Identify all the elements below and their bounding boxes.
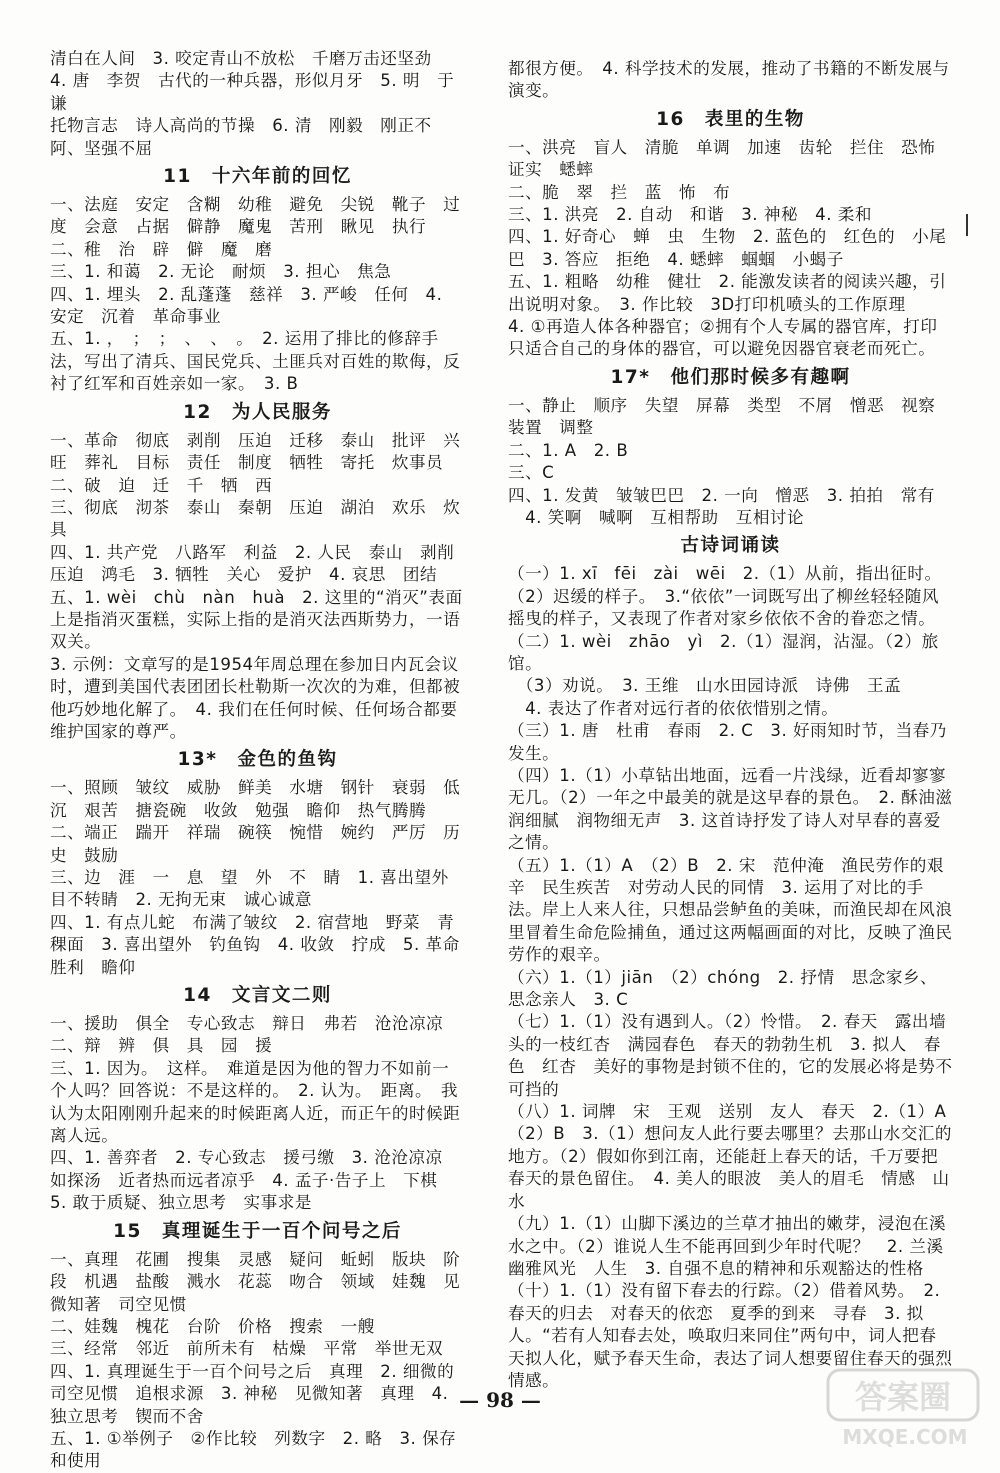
right-answer-line: （七）1.（1）没有遇到人。（2）怜惜。 2. 春天 露出墙头的一枝红杏 满园春色 春天的勃勃生机 3. 拟人 春色 红杏 美好的事物是封锁不住的，它的发展必将是势不可挡的 xyxy=(508,1012,953,1099)
left-answer-line: 四、1. 善弈者 2. 专心致志 援弓缴 3. 沧沧凉凉 如探汤 近者热而远者凉乎 4. 孟子·告子上 下棋 5. 敢于质疑、独立思考 实事求是 xyxy=(50,1148,460,1213)
watermark-url: MXQE.COM xyxy=(842,1425,968,1449)
left-answer-line: 三、1. 和蔼 2. 无论 耐烦 3. 担心 焦急 xyxy=(50,262,392,282)
right-answer-line: 一、静止 顺序 失望 屏幕 类型 不屑 憎恶 视察 装置 调整 xyxy=(508,395,953,438)
right-answer-line: 二、脆 翠 拦 蓝 怖 布 xyxy=(508,182,731,202)
right-column xyxy=(508,58,964,1392)
section-heading: 13* 金色的鱼钩 xyxy=(177,749,338,771)
left-answer-line: 二、端正 踹开 祥瑞 碗筷 惋惜 婉约 严厉 历史 鼓励 xyxy=(50,823,461,865)
left-answer-line: 3. 示例：文章写的是1954年周总理在参加日内瓦会议时，遭到美国代表团团长杜勒斯一次次的为难，但都被他巧妙地化解了。 4. 我们在任何时候、任何场合都要维护国家的尊严。 xyxy=(50,654,461,741)
left-column xyxy=(50,48,472,1473)
margin-mark xyxy=(966,214,968,236)
left-answer-line: 二、辩 辨 俱 具 园 援 xyxy=(50,1036,273,1056)
right-answer-line: 四、1. 好奇心 蝉 虫 生物 2. 蓝色的 红色的 小尾巴 3. 答应 拒绝 4. 蟋蟀 蝈蝈 小蝎子 xyxy=(508,227,947,269)
left-answer-line: 4. 唐 李贺 古代的一种兵器，形似月牙 5. 明 于谦 xyxy=(50,71,455,113)
left-answer-line: 一、法庭 安定 含糊 幼稚 避免 尖锐 靴子 过度 会意 占据 僻静 魔鬼 苦刑 瞅见 执行 xyxy=(50,195,461,237)
left-answer-line: 三、1. 因为。 这样。 难道是因为他的智力不如前一个人吗？回答说：不是这样的。 2. 认为。 距离。 我认为太阳刚刚升起来的时候距离人近，而正午的时候距离人远。 xyxy=(50,1058,461,1146)
section-heading: 17* 他们那时候多有趣啊 xyxy=(610,366,851,388)
right-answer-line: （3）劝说。 3. 王维 山水田园诗派 诗佛 王孟 xyxy=(508,676,902,696)
left-answer-line: 一、革命 彻底 剥削 压迫 迁移 泰山 批评 兴旺 葬礼 目标 责任 制度 牺牲 寄托 炊事员 xyxy=(50,430,461,473)
left-answer-line: 二、稚 治 辟 僻 魔 磨 xyxy=(50,239,273,259)
left-answer-line: 一、援助 俱全 专心致志 辩日 弗若 沧沧凉凉 xyxy=(50,1014,444,1034)
page-number: — 98 — xyxy=(459,1388,541,1412)
right-answer-line: 五、1. 粗略 幼稚 健壮 2. 能激发读者的阅读兴趣，引出说明对象。 3. 作比较 3D打印机喷头的工作原理 xyxy=(508,272,947,314)
right-answer-line: 4. 表达了作者对远行者的依依惜别之情。 xyxy=(508,698,839,718)
left-answer-line: 二、破 迫 迁 千 牺 西 xyxy=(50,475,273,495)
left-answer-line: 清白在人间 3. 咬定青山不放松 千磨万击还坚劲 xyxy=(50,49,432,68)
right-answer-line: （六）1.（1）jiān （2）chóng 2. 抒情 思念家乡、思念亲人 3. C xyxy=(508,967,938,1010)
right-answer-line: 4. 笑啊 喊啊 互相帮助 互相讨论 xyxy=(508,507,805,527)
right-answer-line: 三、1. 洪亮 2. 自动 和谐 3. 神秘 4. 柔和 xyxy=(508,205,872,225)
watermark-logo xyxy=(820,1366,990,1452)
watermark-title: 答案圈 xyxy=(854,1378,952,1416)
section-heading: 11 十六年前的回忆 xyxy=(163,166,352,188)
section-heading: 15 真理诞生于一百个问号之后 xyxy=(113,1220,402,1242)
section-heading: 12 为人民服务 xyxy=(183,401,332,423)
left-answer-line: 五、1. wèi chù nàn huà 2. 这里的“消灭”表面上是指消灭蛋糕，实际上指的是消灭法西斯势力，一语双关。 xyxy=(50,587,463,652)
right-answer-line: 三、C xyxy=(508,463,555,483)
left-answer-line: 五、1. ①举例子 ②作比较 列数字 2. 略 3. 保存和使用 xyxy=(50,1428,457,1471)
right-answer-line: 4. ①再造人体各种器官；②拥有个人专属的器官库，打印只适合自己的身体的器官，可以避免因器官衰老而死亡。 xyxy=(508,317,938,359)
right-answer-line: （八）1. 词牌 宋 王观 送别 友人 春天 2.（1）A （2）B 3.（1）想问友人此行要去哪里？去那山水交汇的地方。（2）假如你到江南，还能赶上春天的话，千万要把春天的景色留住。 4. 美人的眼波 美人的眉毛 情感 山水 xyxy=(508,1102,964,1211)
right-answer-line: （一）1. xī fēi zài wēi 2.（1）从前，指出征时。（2）迟缓的样子。 3.“依依”一词既写出了柳丝轻轻随风摇曳的样子，又表现了作者对家乡依依不舍的眷恋之情。 xyxy=(508,564,942,629)
right-answer-line: 一、洪亮 盲人 清脆 单调 加速 齿轮 拦住 恐怖 证实 蟋蟀 xyxy=(508,137,953,180)
right-answer-line: （十）1.（1）没有留下春去的行踪。（2）借着风势。 2. 春天的归去 对春天的依恋 夏季的到来 寻春 3. 拟人。“若有人知春去处，唤取归来同住”两句中，词人把春天拟人化，赋予春天生命，表达了词人想要留住春天的强烈情感。 xyxy=(508,1281,953,1390)
right-answer-line: （九）1.（1）山脚下溪边的兰草才抽出的嫩芽，浸泡在溪水之中。（2）谁说人生不能再回到少年时代呢？ 2. 兰溪 幽雅风光 人生 3. 自强不息的精神和乐观豁达的性格 xyxy=(508,1214,961,1278)
left-answer-line: 一、真理 花圃 搜集 灵感 疑问 蚯蚓 版块 阶段 机遇 盐酸 溅水 花蕊 吻合 领域 娃魏 见微知著 司空见惯 xyxy=(50,1249,461,1314)
left-answer-line: 托物言志 诗人高尚的节操 6. 清 刚毅 刚正不阿、坚强不屈 xyxy=(50,116,432,158)
section-heading: 16 表里的生物 xyxy=(656,108,805,130)
right-answer-line: （三）1. 唐 杜甫 春雨 2. C 3. 好雨知时节，当春乃发生。 xyxy=(508,721,947,763)
left-answer-line: 四、1. 真理诞生于一百个问号之后 真理 2. 细微的 司空见惯 追根求源 3. 神秘 见微知著 真理 4. 独立思考 锲而不舍 xyxy=(50,1361,472,1426)
section-heading: 14 文言文二则 xyxy=(183,985,332,1007)
section-heading: 古诗词诵读 xyxy=(680,535,781,557)
left-answer-line: 一、照顾 皱纹 威胁 鲜美 水塘 钢针 衰弱 低沉 艰苦 搪瓷碗 收敛 勉强 瞻仰 热气腾腾 xyxy=(50,778,461,820)
left-answer-line: 二、娃魏 槐花 台阶 价格 搜索 一艘 xyxy=(50,1316,375,1336)
left-answer-line: 五、1. ， ； ； 、 、 。 2. 运用了排比的修辞手法，写出了清兵、国民党兵、土匪兵对百姓的欺侮，反衬了红军和百姓亲如一家。 3. B xyxy=(50,329,461,394)
right-answer-line: （五）1.（1）A （2）B 2. 宋 范仲淹 渔民劳作的艰辛 民生疾苦 对劳动人民的同情 3. 运用了对比的手法。岸上人来人往，只想品尝鲈鱼的美味，而渔民却在风浪里冒着生命危险捕鱼，通过这两幅画面的对比，反映了渔民劳作的艰辛。 xyxy=(508,855,953,965)
right-answer-line: 四、1. 发黄 皱皱巴巴 2. 一向 憎恶 3. 拍拍 常有 xyxy=(508,485,935,505)
right-answer-line: （四）1.（1）小草钻出地面，远看一片浅绿，近看却寥寥无几。（2）一年之中最美的就是这早春的景色。 2. 酥油滋润细腻 润物细无声 3. 这首诗抒发了诗人对早春的喜爱之情。 xyxy=(508,765,953,853)
left-answer-line: 三、经常 邻近 前所未有 枯燥 平常 举世无双 xyxy=(50,1339,444,1359)
right-answer-line: 都很方便。 4. 科学技术的发展，推动了书籍的不断发展与演变。 xyxy=(508,59,950,101)
right-answer-line: 二、1. A 2. B xyxy=(508,440,629,460)
left-answer-line: 三、边 涯 一 息 望 外 不 睛 1. 喜出望外 目不转睛 2. 无拘无束 诚心诚意 xyxy=(50,868,466,910)
left-answer-line: 四、1. 埋头 2. 乱蓬蓬 慈祥 3. 严峻 任何 4. 安定 沉着 革命事业 xyxy=(50,284,449,327)
left-answer-line: 四、1. 有点儿蛇 布满了皱纹 2. 宿营地 野菜 青稞面 3. 喜出望外 钓鱼钩 4. 收敛 拧成 5. 革命胜利 瞻仰 xyxy=(50,912,460,977)
left-answer-line: 四、1. 共产党 八路军 利益 2. 人民 泰山 剥削 压迫 鸿毛 3. 牺牲 关心 爱护 4. 哀思 团结 xyxy=(50,542,472,585)
right-answer-line: （二）1. wèi zhāo yì 2.（1）湿润，沾湿。（2）旅馆。 xyxy=(508,631,939,673)
left-answer-line: 三、彻底 沏茶 泰山 秦朝 压迫 湖泊 欢乐 炊具 xyxy=(50,497,461,540)
